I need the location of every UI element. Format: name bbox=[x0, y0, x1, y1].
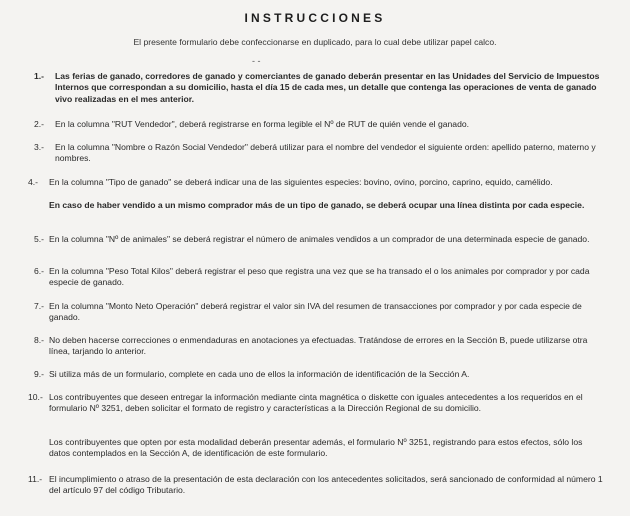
item-text: En la columna "RUT Vendedor", deberá registrarse en forma legible el Nº de RUT de quién vende el ganado. bbox=[55, 119, 470, 129]
item-text: En la columna "Tipo de ganado" se deberá indicar una de las siguientes especies: bovino, ovino, porcino, caprino, equido, camélido. bbox=[49, 177, 553, 187]
item-text: Si utiliza más de un formulario, complete en cada uno de ellos la información de identificación de la Sección A. bbox=[49, 369, 470, 379]
item-number: 7.- bbox=[34, 301, 45, 311]
item-number: 10.- bbox=[28, 392, 43, 402]
item-text: En la columna "Monto Neto Operación" deberá registrar el valor sin IVA del resumen de transacciones por comprador y por cada especie de ganado. bbox=[49, 301, 582, 323]
item-text: En la columna "Nombre o Razón Social Vendedor" deberá utilizar para el nombre del vendedor el siguiente orden: apellido paterno, materno y nombres. bbox=[55, 142, 596, 164]
page-title: INSTRUCCIONES bbox=[244, 11, 386, 25]
item-text: El incumplimiento o atraso de la presentación de esta declaración con los antecedentes solicitados, será sancionado de conformidad al número 1 del artículo 97 del código Tributario. bbox=[49, 474, 603, 496]
page-subtitle: El presente formulario debe confeccionarse en duplicado, para lo cual debe utilizar papel calco. bbox=[133, 37, 497, 47]
item-number: 5.- bbox=[34, 234, 45, 244]
item-number: 4.- bbox=[28, 177, 39, 187]
item-number: 1.- bbox=[34, 71, 45, 81]
item-text: Los contribuyentes que opten por esta modalidad deberán presentar además, el formulario Nº 3251, registrando para estos efectos, sólo los datos contemplados en la Sección A, de identificación de este formulario. bbox=[49, 437, 583, 459]
item-text: En caso de haber vendido a un mismo comprador más de un tipo de ganado, se deberá ocupar una línea distinta por cada especie. bbox=[49, 200, 585, 210]
item-number: 6.- bbox=[34, 266, 45, 276]
item-number: 8.- bbox=[34, 335, 45, 345]
item-number: 3.- bbox=[34, 142, 45, 152]
item-number: 11.- bbox=[28, 474, 43, 484]
item-text: Los contribuyentes que deseen entregar la información mediante cinta magnética o diskette con iguales antecedentes a los requeridos en el formulario Nº 3251, deben solicitar el formato de registro y características a la Dirección Regional de su domicilio. bbox=[49, 392, 583, 414]
item-number: 9.- bbox=[34, 369, 45, 379]
separator-mark: - - bbox=[252, 56, 261, 66]
item-text: Las ferias de ganado, corredores de ganado y comerciantes de ganado deberán presentar en las Unidades del Servicio de Impuestos Internos que correspondan a su domicilio, hasta el día 15 de cada mes, un detalle que contenga las operaciones de venta de ganado vivo realizadas en el mes anterior. bbox=[55, 71, 600, 104]
item-text: No deben hacerse correcciones o enmendaduras en anotaciones ya efectuadas. Tratándose de errores en la Sección B, puede utilizarse otra línea, tarjando lo anterior. bbox=[49, 335, 588, 357]
item-number: 2.- bbox=[34, 119, 45, 129]
item-text: En la columna "Peso Total Kilos" deberá registrar el peso que registra una vez que se ha transado el o los animales por comprador y por cada especie de ganado. bbox=[49, 266, 590, 288]
item-text: En la columna "Nº de animales" se deberá registrar el número de animales vendidos a un comprador de una determinada especie de ganado. bbox=[49, 234, 590, 244]
